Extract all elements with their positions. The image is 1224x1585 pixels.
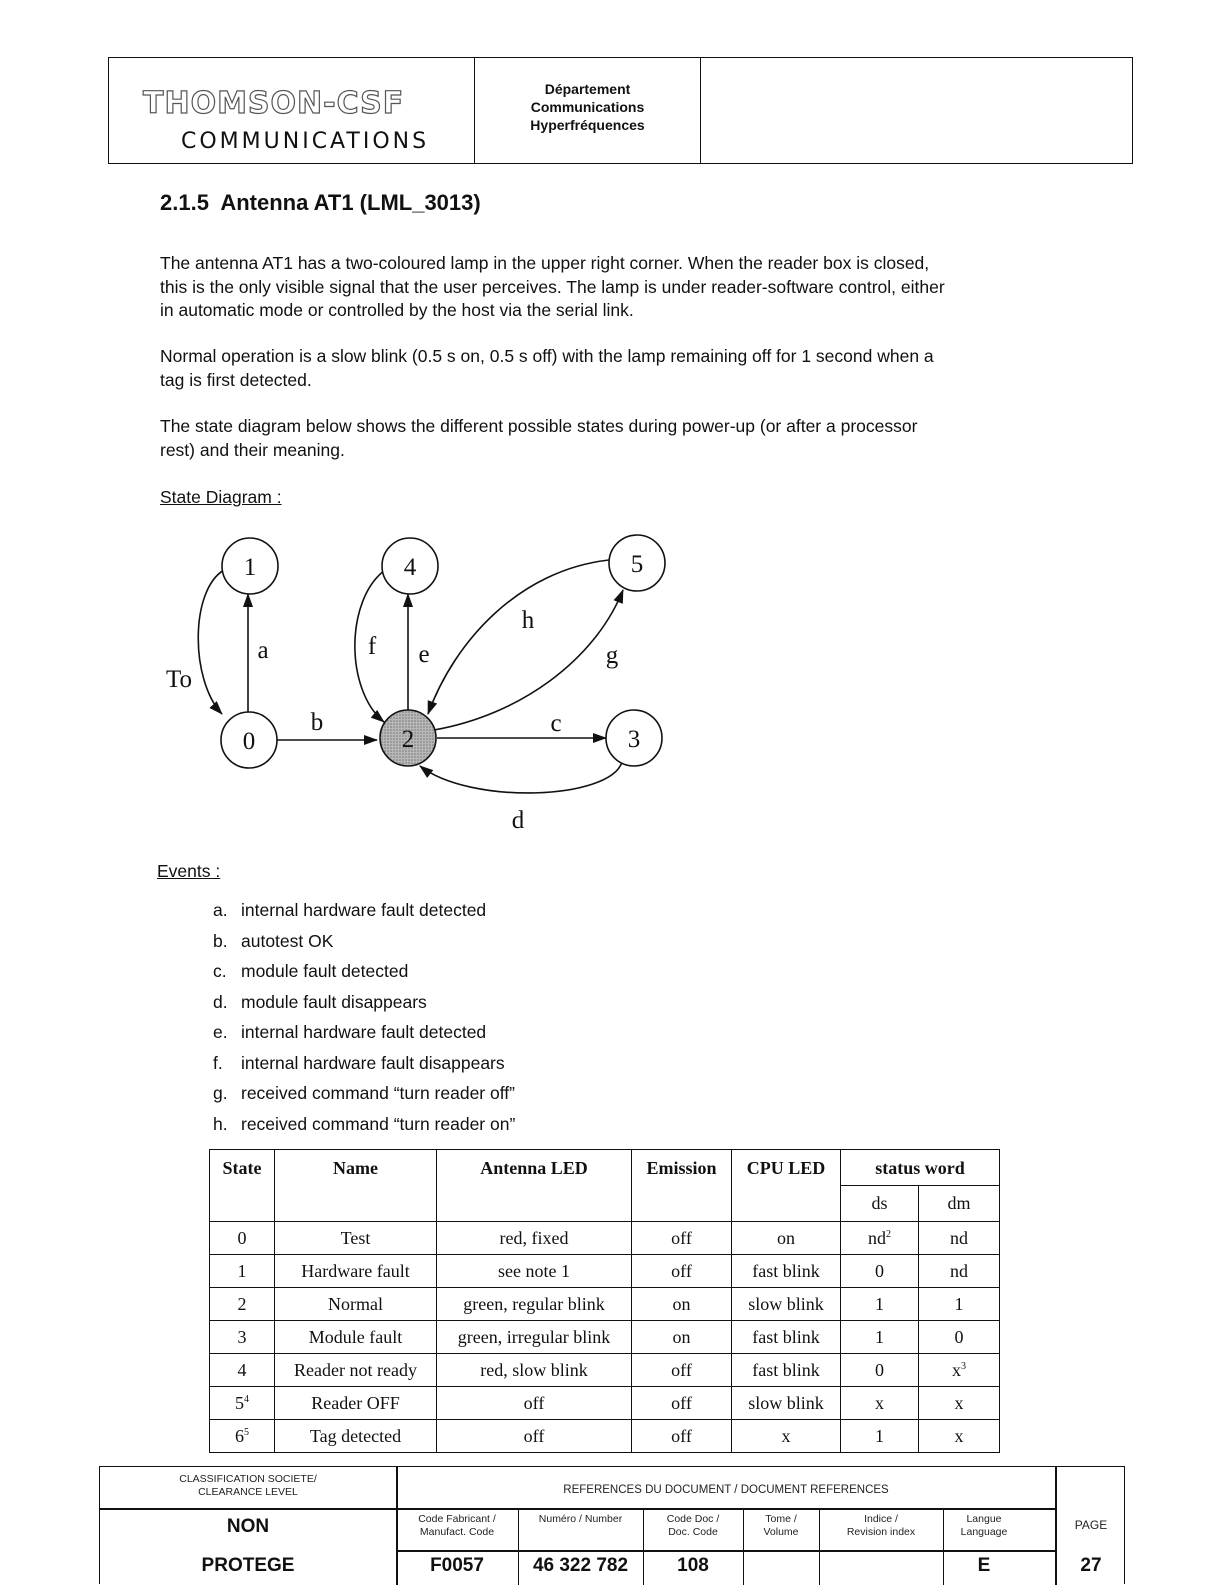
cell-ds: 0	[841, 1255, 919, 1288]
cell-antenna-led: red, slow blink	[437, 1354, 632, 1387]
cell-emission: off	[632, 1255, 732, 1288]
paragraph	[160, 252, 1060, 323]
edge-h	[428, 560, 609, 714]
paragraph-line: The antenna AT1 has a two-coloured lamp in the upper right corner. When the reader box is closed,	[160, 253, 930, 273]
reference-label-line: Revision index	[846, 1526, 916, 1538]
event-text: module fault disappears	[241, 991, 427, 1012]
table-row	[210, 1255, 1000, 1288]
reference-label-line: Langue	[966, 1513, 1002, 1525]
reference-label-line: Code Fabricant /	[418, 1513, 496, 1525]
paragraph-line: Normal operation is a slow blink (0.5 s on, 0.5 s off) with the lamp remaining off for 1 second when a	[160, 346, 934, 366]
table-row	[210, 1321, 1000, 1354]
list-item	[213, 1052, 515, 1083]
cell-state: 4	[210, 1354, 275, 1387]
department-line: Communications	[530, 98, 645, 115]
header-state: State	[210, 1150, 275, 1222]
cell-name: Hardware fault	[275, 1255, 437, 1288]
cell-emission: off	[632, 1420, 732, 1453]
header-status-word: status word	[841, 1150, 1000, 1186]
cell-state: $6^5$	[210, 1420, 275, 1453]
table-row	[210, 1387, 1000, 1420]
edge-label: g	[605, 642, 619, 669]
cell-ds: x	[841, 1387, 919, 1420]
cell-cpu-led: on	[732, 1222, 841, 1255]
node-label: 4	[403, 554, 417, 581]
cell-emission: on	[632, 1288, 732, 1321]
cell-state: 2	[210, 1288, 275, 1321]
classification-value: NON	[226, 1516, 270, 1537]
cell-ds: 0	[841, 1354, 919, 1387]
cell-dm: 0	[919, 1321, 1000, 1354]
cell-state: 0	[210, 1222, 275, 1255]
paragraph-line: rest) and their meaning.	[160, 439, 345, 460]
header-blank-cell	[701, 58, 1132, 163]
cell-antenna-led: green, regular blink	[437, 1288, 632, 1321]
event-letter: b.	[213, 930, 228, 951]
state-diagram	[150, 520, 690, 850]
list-item	[213, 899, 515, 930]
cell-antenna-led: see note 1	[437, 1255, 632, 1288]
list-item	[213, 1082, 515, 1113]
edge-label: To	[165, 666, 193, 693]
event-text: autotest OK	[241, 930, 334, 951]
cell-emission: off	[632, 1387, 732, 1420]
reference-column-value: E	[977, 1555, 991, 1576]
cell-antenna-led: off	[437, 1420, 632, 1453]
cell-cpu-led: x	[732, 1420, 841, 1453]
paragraph	[160, 415, 1060, 462]
header-cpu-led: CPU LED	[732, 1150, 841, 1222]
paragraph-line: in automatic mode or controlled by the host via the serial link.	[160, 300, 634, 320]
cell-antenna-led: off	[437, 1387, 632, 1420]
table-row	[210, 1354, 1000, 1387]
cell-dm: 1	[919, 1288, 1000, 1321]
cell-ds: 1	[841, 1321, 919, 1354]
cell-name: Tag detected	[275, 1420, 437, 1453]
events-heading: Events :	[157, 861, 221, 881]
event-text: internal hardware fault disappears	[241, 1052, 505, 1073]
event-text: received command “turn reader on”	[241, 1113, 516, 1134]
company-logo: THOMSON-CSF	[143, 86, 405, 121]
node-label: 0	[242, 728, 256, 755]
node-label: 3	[627, 726, 641, 753]
edge-d	[420, 762, 622, 793]
cell-ds: $nd^2$	[841, 1222, 919, 1255]
cell-name: Reader not ready	[275, 1354, 437, 1387]
cell-state: $5^4$	[210, 1387, 275, 1420]
events-list	[213, 899, 515, 1143]
node-label: 2	[401, 726, 415, 753]
page-number: 27	[1080, 1555, 1102, 1576]
document-header	[108, 57, 1133, 164]
classification-label	[100, 1473, 396, 1499]
node-label: 5	[630, 551, 644, 578]
table-row	[210, 1420, 1000, 1453]
department-line: Département	[544, 80, 631, 97]
cell-name: Normal	[275, 1288, 437, 1321]
cell-name: Test	[275, 1222, 437, 1255]
department-cell	[475, 58, 701, 163]
list-item	[213, 960, 515, 991]
cell-cpu-led: fast blink	[732, 1255, 841, 1288]
header-antenna-led: Antenna LED	[437, 1150, 632, 1222]
reference-column-value: 46 322 782	[532, 1555, 629, 1576]
logo-subtitle: COMMUNICATIONS	[181, 129, 430, 154]
cell-name: Reader OFF	[275, 1387, 437, 1420]
classification-value-2: PROTEGE	[201, 1555, 295, 1576]
event-text: received command “turn reader off”	[241, 1083, 515, 1103]
edge-label: f	[367, 633, 377, 660]
logo-cell	[109, 58, 475, 163]
table-row	[210, 1222, 1000, 1255]
cell-cpu-led: fast blink	[732, 1321, 841, 1354]
cell-ds: 1	[841, 1420, 919, 1453]
list-item	[213, 1021, 515, 1052]
header-name: Name	[275, 1150, 437, 1222]
list-item	[213, 1113, 515, 1144]
paragraph-line: The state diagram below shows the different possible states during power-up (or after a processor	[160, 416, 918, 436]
document-footer	[99, 1466, 1125, 1584]
node-label: 1	[243, 554, 257, 581]
reference-column-label	[743, 1513, 819, 1539]
page-label: PAGE	[1074, 1518, 1108, 1532]
reference-label-line: Tome /	[765, 1513, 797, 1525]
paragraph-line: this is the only visible signal that the user perceives. The lamp is under reader-software control, either	[160, 276, 945, 297]
event-letter: a.	[213, 900, 228, 920]
classification-label-line: CLASSIFICATION SOCIETE/	[179, 1473, 317, 1485]
cell-dm: $x^3$	[919, 1354, 1000, 1387]
reference-label-line: Manufact. Code	[419, 1526, 495, 1538]
cell-dm: nd	[919, 1255, 1000, 1288]
event-text: internal hardware fault detected	[241, 1022, 487, 1042]
list-item	[213, 991, 515, 1022]
reference-label-line: Indice /	[864, 1513, 898, 1525]
event-letter: h.	[213, 1113, 228, 1134]
reference-label-line: Numéro / Number	[538, 1513, 623, 1525]
cell-state: 1	[210, 1255, 275, 1288]
table-row	[210, 1288, 1000, 1321]
reference-label-line: Language	[960, 1526, 1008, 1538]
reference-column-label	[396, 1513, 518, 1539]
event-letter: e.	[213, 1022, 228, 1042]
cell-state: 3	[210, 1321, 275, 1354]
cell-antenna-led: red, fixed	[437, 1222, 632, 1255]
references-label: REFERENCES DU DOCUMENT / DOCUMENT REFERENCES	[563, 1484, 889, 1496]
cell-dm: x	[919, 1420, 1000, 1453]
classification-label-line: CLEARANCE LEVEL	[198, 1486, 298, 1498]
list-item	[213, 930, 515, 961]
section-title: 2.1.5 Antenna AT1 (LML_3013)	[160, 190, 481, 215]
state-diagram-heading: State Diagram :	[160, 487, 282, 507]
reference-column-value: F0057	[430, 1555, 484, 1576]
reference-column-label	[518, 1513, 643, 1526]
cell-ds: 1	[841, 1288, 919, 1321]
edge-label: a	[257, 637, 269, 664]
cell-cpu-led: slow blink	[732, 1288, 841, 1321]
state-table	[209, 1149, 1000, 1453]
event-letter: f.	[213, 1052, 223, 1073]
reference-label-line: Doc. Code	[668, 1526, 718, 1538]
department-line: Hyperfréquences	[530, 116, 645, 133]
header-ds: ds	[841, 1186, 919, 1222]
reference-label-line: Volume	[763, 1526, 799, 1538]
cell-antenna-led: green, irregular blink	[437, 1321, 632, 1354]
reference-column-label	[819, 1513, 943, 1539]
edge-label: d	[511, 807, 525, 834]
event-text: internal hardware fault detected	[241, 900, 487, 920]
event-text: module fault detected	[241, 961, 409, 981]
event-letter: c.	[213, 961, 227, 981]
edge-label: c	[550, 710, 562, 737]
edge-label: b	[310, 709, 324, 736]
edge-to	[198, 570, 224, 714]
cell-emission: off	[632, 1222, 732, 1255]
cell-emission: off	[632, 1354, 732, 1387]
edge-label: e	[418, 641, 430, 668]
paragraph	[160, 345, 1060, 392]
cell-cpu-led: slow blink	[732, 1387, 841, 1420]
reference-column-label	[643, 1513, 743, 1539]
reference-label-line: Code Doc /	[666, 1513, 720, 1525]
cell-dm: nd	[919, 1222, 1000, 1255]
cell-cpu-led: fast blink	[732, 1354, 841, 1387]
cell-emission: on	[632, 1321, 732, 1354]
cell-dm: x	[919, 1387, 1000, 1420]
header-dm: dm	[919, 1186, 1000, 1222]
header-emission: Emission	[632, 1150, 732, 1222]
reference-column-value: 108	[677, 1555, 709, 1576]
edge-label: h	[521, 607, 535, 634]
event-letter: d.	[213, 991, 228, 1012]
event-letter: g.	[213, 1083, 228, 1103]
cell-name: Module fault	[275, 1321, 437, 1354]
reference-column-label	[943, 1513, 1025, 1539]
paragraph-line: tag is first detected.	[160, 369, 312, 390]
